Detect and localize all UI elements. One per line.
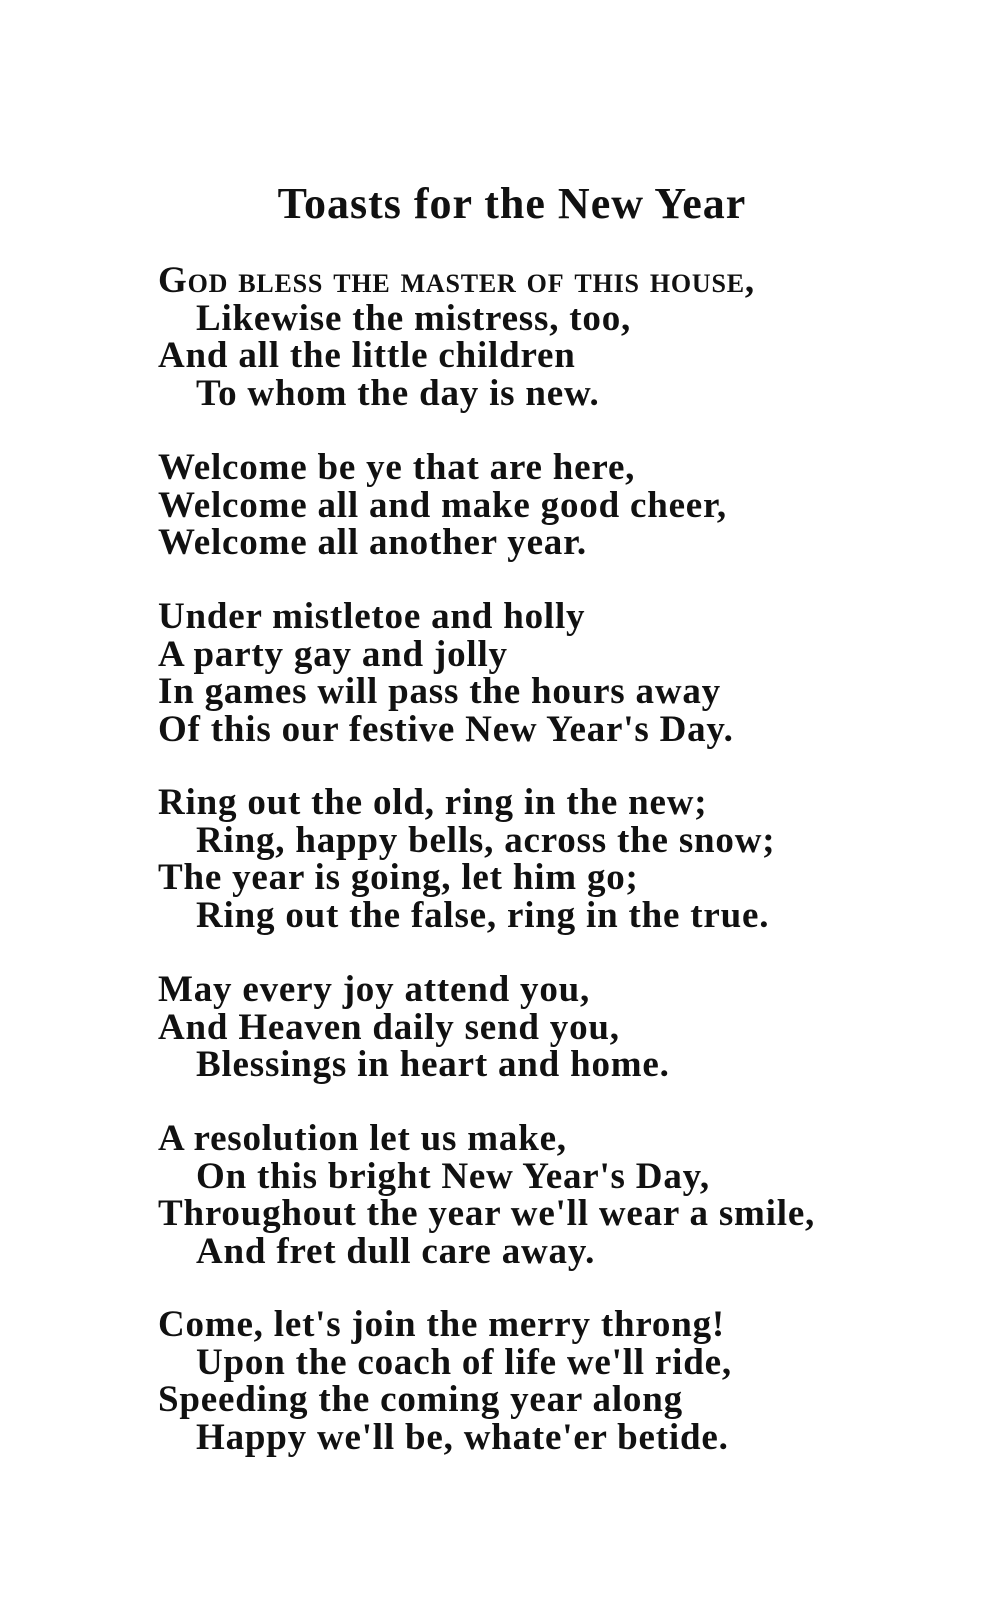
poem-line: Ring out the false, ring in the true. — [196, 894, 770, 936]
poem-line: Ring, happy bells, across the snow; — [196, 819, 776, 861]
stanza — [158, 449, 727, 562]
poem-line: A resolution let us make, — [158, 1118, 567, 1159]
poem-line: Welcome be ye that are here, — [158, 447, 636, 488]
poem-line: And fret dull care away. — [196, 1230, 596, 1272]
stanza — [158, 598, 734, 748]
poem-line: Likewise the mistress, too, — [196, 297, 632, 339]
poem-line: A party gay and jolly — [158, 633, 508, 675]
page-title: Toasts for the New Year — [277, 179, 747, 228]
poem-line: Ring out the old, ring in the new; — [158, 782, 708, 823]
stanza — [158, 262, 755, 412]
stanza — [158, 1306, 732, 1456]
poem-line: And Heaven daily send you, — [158, 1006, 620, 1048]
poem-line: Upon the coach of life we'll ride, — [196, 1341, 732, 1383]
stanza — [158, 784, 775, 934]
stanza — [158, 971, 670, 1084]
poem-line: Throughout the year we'll wear a smile, — [158, 1193, 816, 1234]
poem-line: Under mistletoe and holly — [158, 596, 586, 637]
poem-line: And all the little children — [158, 335, 576, 376]
poem-line: In games will pass the hours away — [158, 671, 721, 712]
poem-line: Come, let's join the merry throng! — [158, 1304, 726, 1345]
poem-line: The year is going, let him go; — [158, 857, 639, 898]
poem-line: On this bright New Year's Day, — [196, 1155, 710, 1197]
poem-line: God bless the master of this house, — [158, 260, 755, 301]
poem-line: May every joy attend you, — [158, 969, 591, 1010]
poem-line: Of this our festive New Year's Day. — [158, 708, 734, 750]
poem-line: Speeding the coming year along — [158, 1379, 683, 1420]
poem-line: To whom the day is new. — [196, 372, 600, 414]
poem-line: Welcome all another year. — [158, 522, 587, 563]
stanza — [158, 1120, 815, 1270]
poem-line: Welcome all and make good cheer, — [158, 484, 727, 526]
poem-line: Happy we'll be, whate'er betide. — [196, 1416, 729, 1458]
poem-line: Blessings in heart and home. — [196, 1044, 670, 1085]
